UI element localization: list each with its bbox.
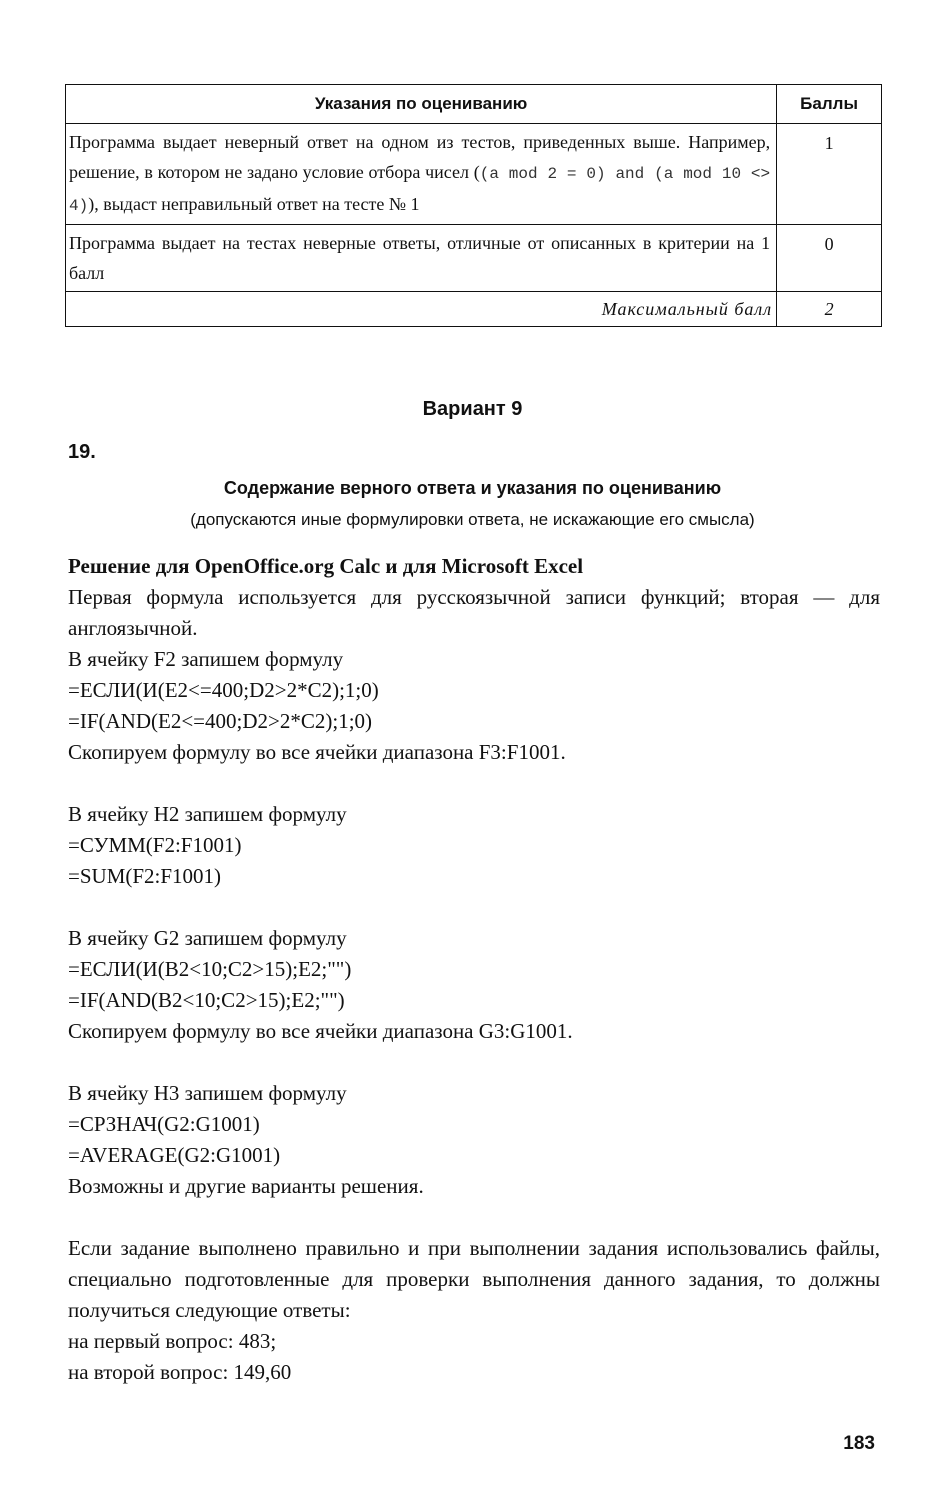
conclusion-text: Если задание выполнено правильно и при выполнении задания использовались файлы, специально подготовленные для проверки выполнения данного задания, то должны получиться следующие ответы: (68, 1236, 880, 1322)
answer-heading: Содержание верного ответа и указания по оцениванию (223, 478, 722, 498)
copy-instruction: Скопируем формулу во все ячейки диапазона F3:F1001. (68, 740, 566, 764)
spacer (68, 768, 880, 799)
formula-ru: =ЕСЛИ(И(E2<=400;D2>2*C2);1;0) (68, 678, 379, 702)
table-header-row (66, 85, 882, 124)
answer-second: на второй вопрос: 149,60 (68, 1360, 292, 1384)
instruction-line: В ячейку F2 запишем формулу (68, 647, 344, 671)
grading-table (65, 84, 882, 327)
formula-en: =SUM(F2:F1001) (68, 864, 222, 888)
instruction-line: В ячейку G2 запишем формулу (68, 926, 347, 950)
spacer (68, 892, 880, 923)
formula-en: =IF(AND(E2<=400;D2>2*C2);1;0) (68, 709, 373, 733)
instruction-line: В ячейку H3 запишем формулу (68, 1081, 347, 1105)
task-number: 19. (68, 441, 96, 463)
table-row (66, 124, 882, 225)
variant-title: Вариант 9 (422, 398, 523, 420)
formula-en: =AVERAGE(G2:G1001) (68, 1143, 281, 1167)
formula-ru: =СУММ(F2:F1001) (68, 833, 242, 857)
answer-first: на первый вопрос: 483; (68, 1329, 277, 1353)
max-score-value: 2 (777, 292, 882, 327)
page-number: 183 (843, 1433, 875, 1454)
formula-ru: =СРЗНАЧ(G2:G1001) (68, 1112, 260, 1136)
answer-note: (допускаются иные формулировки ответа, не искажающие его смысла) (190, 510, 755, 529)
copy-instruction: Скопируем формулу во все ячейки диапазона G3:G1001. (68, 1019, 573, 1043)
header-criteria: Указания по оцениванию (66, 85, 777, 124)
criterion-text: Программа выдает на тестах неверные ответы, отличные от описанных в критерии на 1 балл (66, 225, 777, 292)
table-row (66, 225, 882, 292)
criterion-text-part: ), выдаст неправильный ответ на тесте № 1 (88, 194, 420, 214)
spacer (68, 1202, 880, 1233)
formula-en: =IF(AND(B2<10;C2>15);E2;"") (68, 988, 345, 1012)
solution-title: Решение для OpenOffice.org Calc и для Microsoft Excel (68, 554, 584, 578)
max-score-row (66, 292, 882, 327)
criterion-text-part: Программа выдает неверный ответ на одном из тестов, приведенных выше. Например, решение, в котором не задано условие отбора чисел ( (69, 132, 771, 182)
solution-intro: Первая формула используется для русскоязычной записи функций; вторая — для англоязычной. (68, 585, 880, 640)
score-value: 0 (777, 225, 882, 292)
code-fragment: (a mod 2 = 0) and (a mod 10 <> 4) (69, 165, 771, 215)
formula-ru: =ЕСЛИ(И(B2<10;C2>15);E2;"") (68, 957, 352, 981)
spacer (68, 1047, 880, 1078)
max-score-label: Максимальный балл (66, 292, 777, 327)
other-solutions-note: Возможны и другие варианты решения. (68, 1174, 424, 1198)
header-score: Баллы (777, 85, 882, 124)
instruction-line: В ячейку H2 запишем формулу (68, 802, 347, 826)
solution-body (68, 551, 880, 1388)
score-value: 1 (777, 124, 882, 225)
criterion-text (66, 124, 777, 225)
